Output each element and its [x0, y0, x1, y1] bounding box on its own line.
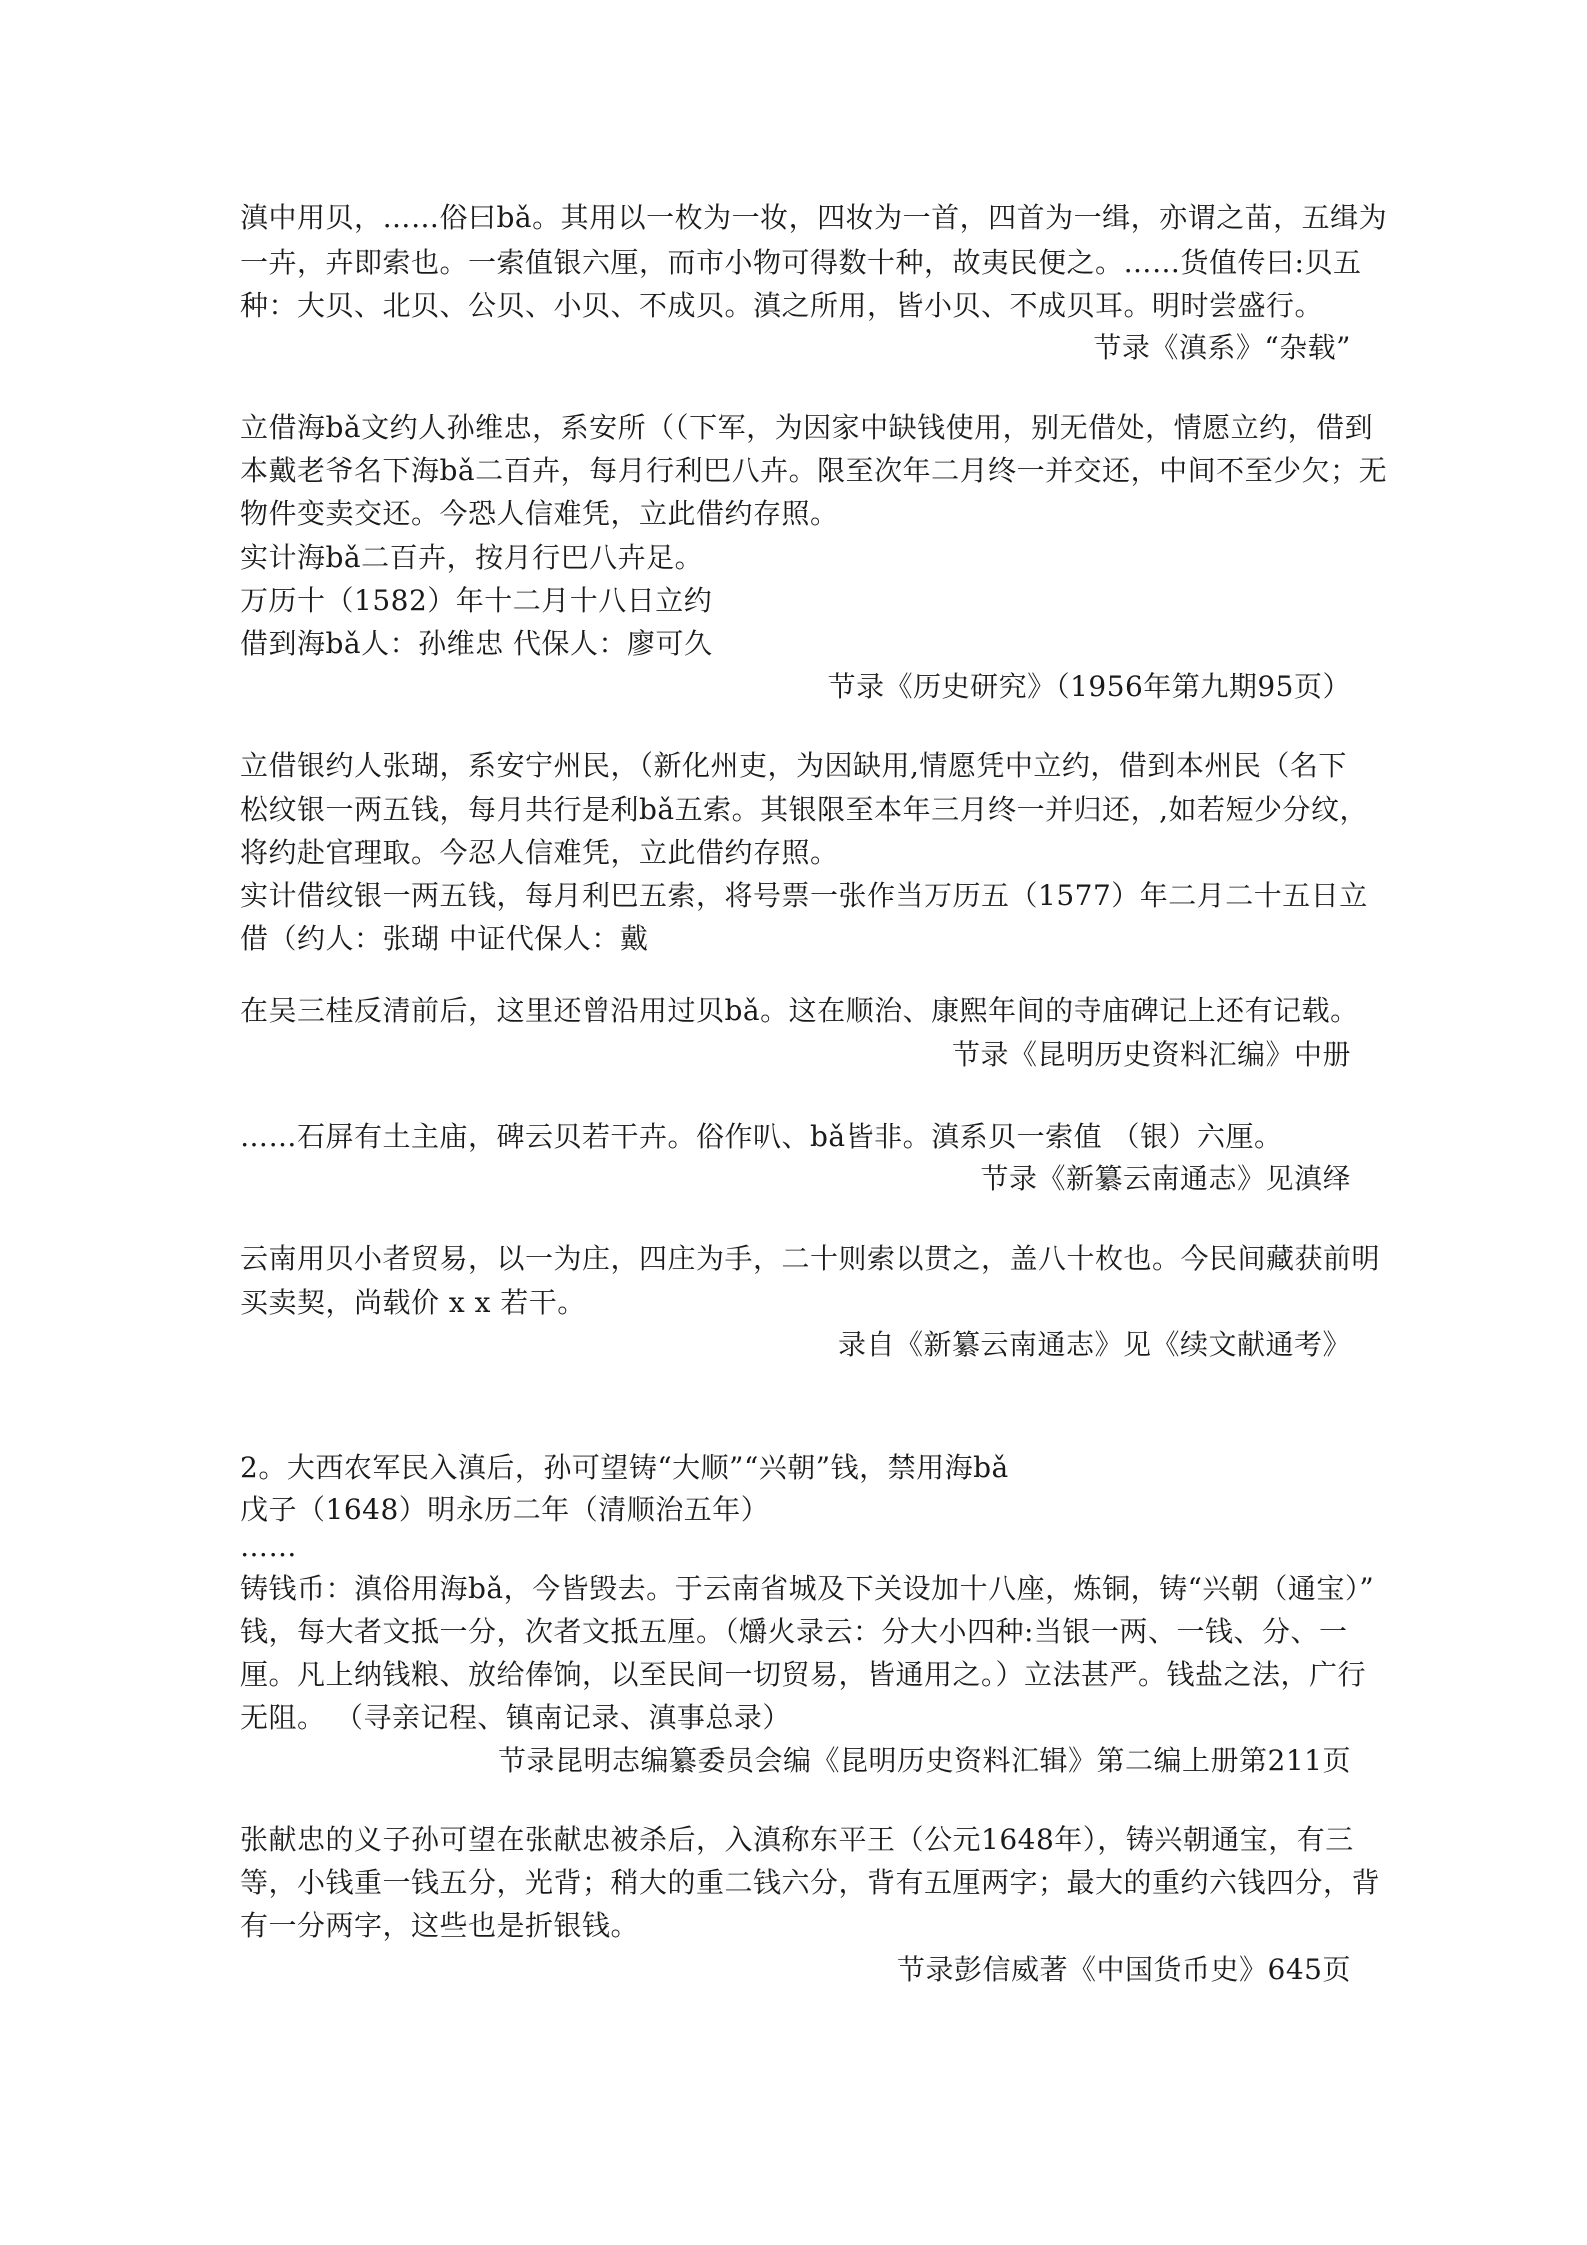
source-citation: 节录《昆明历史资料汇编》中册: [951, 1038, 1351, 1071]
text-line: 松纹银一两五钱，每月共行是利bǎ五索。其银限至本年三月终一并归还，,如若短少分纹，: [240, 793, 1369, 826]
text-line: 滇中用贝，……俗曰bǎ。其用以一枚为一妆，四妆为一首，四首为一缉，亦谓之苗，五缉为: [240, 201, 1388, 234]
text-line: 2。大西农军民入滇后，孙可望铸“大顺”“兴朝”钱，禁用海bǎ: [240, 1451, 1009, 1484]
text-line: 种：大贝、北贝、公贝、小贝、不成贝。滇之所用，皆小贝、不成贝耳。明时尝盛行。: [240, 289, 1324, 322]
source-citation: 节录《历史研究》（1956年第九期95页）: [827, 670, 1351, 703]
source-citation: 节录彭信威著《中国货币史》645页: [897, 1953, 1351, 1986]
text-line: 戊子（1648）明永历二年（清顺治五年）: [240, 1493, 770, 1526]
source-citation: 节录昆明志编纂委员会编《昆明历史资料汇辑》第二编上册第211页: [498, 1744, 1351, 1777]
text-line: 实计海bǎ二百卉，按月行巴八卉足。: [240, 541, 704, 574]
text-line: 立借银约人张瑚，系安宁州民，（新化州吏，为因缺用,情愿凭中立约，借到本州民（名下: [240, 749, 1347, 782]
text-line: 等，小钱重一钱五分，光背；稍大的重二钱六分，背有五厘两字；最大的重约六钱四分，背: [240, 1866, 1381, 1899]
text-line: 在吴三桂反清前后，这里还曾沿用过贝bǎ。这在顺治、康熙年间的寺庙碑记上还有记载。: [240, 994, 1359, 1027]
source-citation: 录自《新纂云南通志》见《续文献通考》: [837, 1328, 1351, 1361]
text-line: 万历十（1582）年十二月十八日立约: [240, 584, 713, 617]
text-line: 钱，每大者文抵一分，次者文抵五厘。（爝火录云：分大小四种:当银一两、一钱、分、一: [240, 1615, 1348, 1648]
text-line: 有一分两字，这些也是折银钱。: [240, 1909, 640, 1942]
text-line: 无阻。 （寻亲记程、镇南记录、滇事总录）: [240, 1701, 791, 1734]
text-line: 厘。凡上纳钱粮、放给俸饷，以至民间一切贸易，皆通用之。）立法甚严。钱盐之法，广行: [240, 1658, 1367, 1691]
text-line: ……石屏有土主庙，碑云贝若干卉。俗作叭、bǎ皆非。滇系贝一索值 （银）六厘。: [240, 1120, 1283, 1153]
text-line: 一卉，卉即索也。一索值银六厘，而市小物可得数十种，故夷民便之。……货值传曰:贝五: [240, 246, 1362, 279]
text-line: 借（约人：张瑚 中证代保人：戴: [240, 922, 649, 955]
text-line: 立借海bǎ文约人孙维忠，系安所（（下军，为因家中缺钱使用，别无借处，情愿立约，借到: [240, 411, 1374, 444]
text-line: 铸钱币：滇俗用海bǎ，今皆毁去。于云南省城及下关设加十八座，炼铜，铸“兴朝（通宝）”: [240, 1572, 1375, 1605]
text-line: 物件变卖交还。今恐人信难凭，立此借约存照。: [240, 497, 839, 530]
text-line: 买卖契，尚载价 x x 若干。: [240, 1286, 586, 1319]
text-line: 借到海bǎ人：孙维忠 代保人：廖可久: [240, 627, 713, 660]
source-citation: 节录《新纂云南通志》见滇绎: [980, 1162, 1351, 1195]
text-line: 云南用贝小者贸易，以一为庄，四庄为手，二十则索以贯之，盖八十枚也。今民间藏获前明: [240, 1242, 1381, 1275]
text-line: 本戴老爷名下海bǎ二百卉，每月行利巴八卉。限至次年二月终一并交还，中间不至少欠；无: [240, 454, 1388, 487]
text-line: 实计借纹银一两五钱，每月利巴五索，将号票一张作当万历五（1577）年二月二十五日立: [240, 879, 1368, 912]
source-citation: 节录《滇系》“杂载”: [1093, 331, 1351, 364]
text-line: 张献忠的义子孙可望在张献忠被杀后，入滇称东平王（公元1648年），铸兴朝通宝，有三: [240, 1823, 1354, 1856]
text-line: 将约赴官理取。今忍人信难凭，立此借约存照。: [240, 836, 839, 869]
text-line: ……: [240, 1530, 297, 1563]
